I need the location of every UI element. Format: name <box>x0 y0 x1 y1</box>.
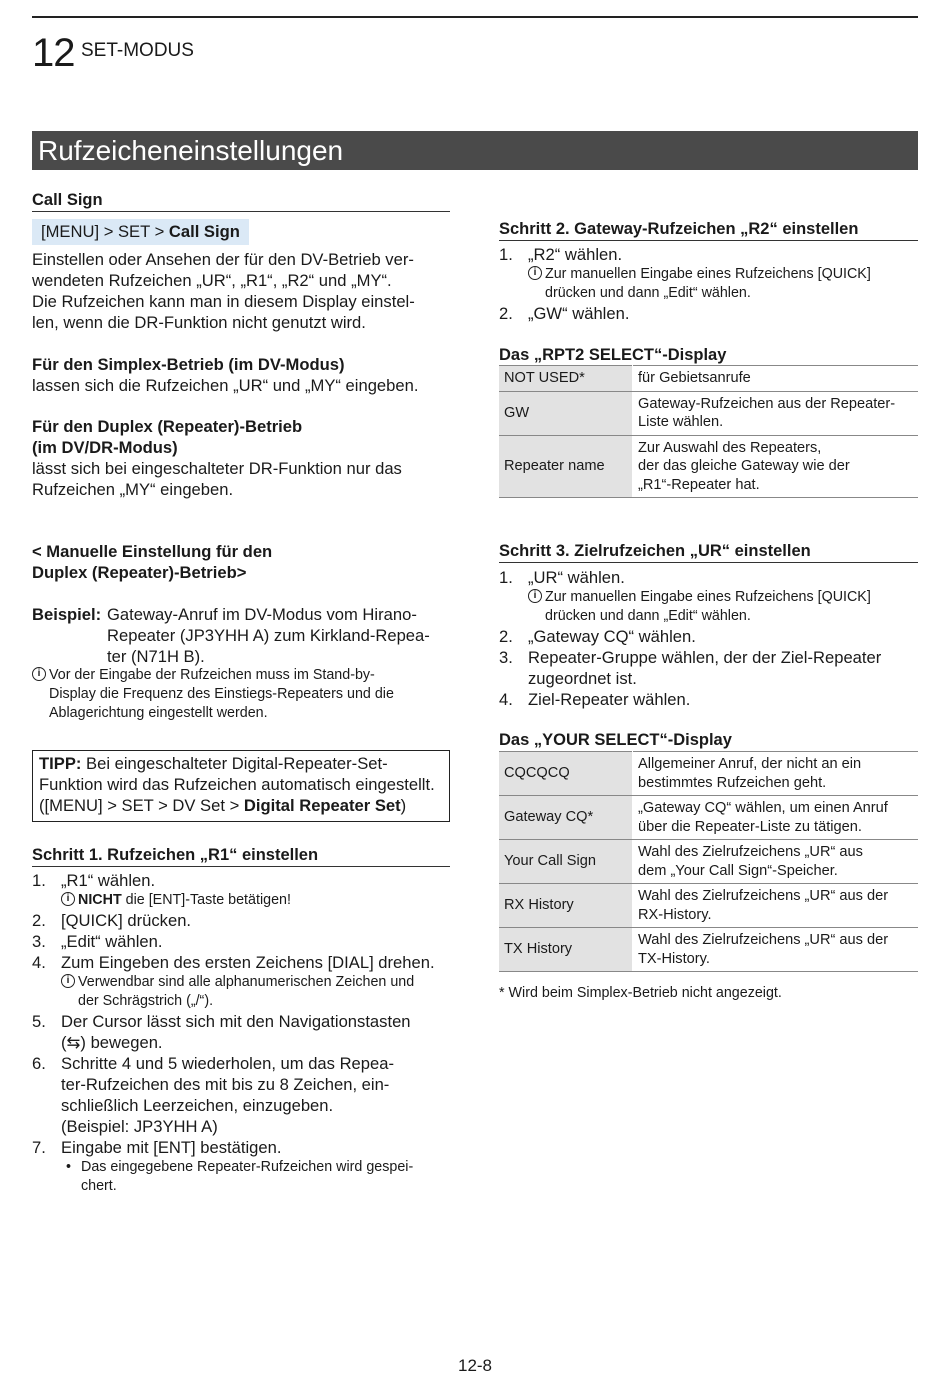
step-number: 2. <box>499 304 513 323</box>
rpt2-table <box>499 365 918 498</box>
value-line: Wahl des Zielrufzeichens „UR“ aus der <box>638 932 889 948</box>
manual-heading <box>32 541 450 583</box>
example-line: Repeater (JP3YHH A) zum Kirkland-Repea- <box>107 626 430 645</box>
step-text: Eingabe mit [ENT] bestätigen. <box>61 1138 282 1157</box>
table-row <box>499 391 918 435</box>
list-item <box>499 303 918 324</box>
value-line: für Gebietsanrufe <box>638 370 751 386</box>
step-number: 1. <box>499 245 513 264</box>
note-line: Verwendbar sind alle alphanumerischen Zeichen und <box>78 974 415 990</box>
your-select-table <box>499 751 918 972</box>
value-line: Liste wählen. <box>638 414 724 430</box>
value-line: TX-History. <box>638 950 710 967</box>
step-text: „Gateway CQ“ wählen. <box>528 627 696 646</box>
step-number: 4. <box>499 690 513 709</box>
step-text: schließlich Leerzeichen, einzugeben. <box>61 1096 334 1115</box>
intro-text <box>32 249 450 333</box>
table-key: TX History <box>499 928 633 972</box>
step-text: ter-Rufzeichen des mit bis zu 8 Zeichen, ein- <box>61 1075 390 1094</box>
value-line: Allgemeiner Anruf, der nicht an ein <box>638 756 862 772</box>
note-line: Das eingegebene Repeater-Rufzeichen wird gespei- <box>81 1159 414 1175</box>
step-number: 2. <box>499 627 513 646</box>
info-icon: i <box>528 589 542 603</box>
value-line: „R1“-Repeater hat. <box>638 476 760 493</box>
note-line: drücken und dann „Edit“ wählen. <box>545 608 751 624</box>
step-number: 1. <box>499 568 513 587</box>
step-text: [QUICK] drücken. <box>61 911 192 930</box>
example-label: Beispiel: <box>32 605 102 624</box>
step-text: Schritte 4 und 5 wiederholen, um das Repea- <box>61 1054 394 1073</box>
table-value <box>633 840 919 884</box>
example-line: ter (N71H B). <box>107 647 205 666</box>
step-text: „R1“ wählen. <box>61 871 156 890</box>
note-bold: NICHT <box>78 892 122 908</box>
step1-list <box>32 870 450 1196</box>
note-line: Display die Frequenz des Einstiegs-Repeaters und die <box>49 686 394 702</box>
table-value <box>633 928 919 972</box>
table-row <box>499 884 918 928</box>
simplex-block <box>32 354 450 396</box>
table-key: NOT USED* <box>499 366 633 392</box>
duplex-heading: Für den Duplex (Repeater)-Betrieb <box>32 417 303 436</box>
simplex-heading: Für den Simplex-Betrieb (im DV-Modus) <box>32 355 345 374</box>
step-number: 1. <box>32 871 46 890</box>
list-item <box>32 1011 450 1053</box>
table-key: GW <box>499 391 633 435</box>
table-row <box>499 435 918 498</box>
list-item <box>499 647 918 689</box>
table-value <box>633 884 919 928</box>
section-banner <box>32 131 918 170</box>
table-key: CQCQCQ <box>499 752 633 796</box>
list-item <box>32 1137 450 1196</box>
table-value <box>633 366 919 392</box>
note-line: Vor der Eingabe der Rufzeichen muss im Stand-by- <box>49 667 375 683</box>
value-line: Wahl des Zielrufzeichens „UR“ aus <box>638 844 863 860</box>
list-item <box>32 910 450 931</box>
value-line: RX-History. <box>638 906 712 923</box>
step-text: (Beispiel: JP3YHH A) <box>61 1117 218 1136</box>
tip-label: TIPP: <box>39 754 82 773</box>
value-line: über die Repeater-Liste zu tätigen. <box>638 818 862 835</box>
table-key: RX History <box>499 884 633 928</box>
info-icon: i <box>61 892 75 906</box>
table-key: Your Call Sign <box>499 840 633 884</box>
duplex-heading: (im DV/DR-Modus) <box>32 438 178 457</box>
table-row <box>499 928 918 972</box>
tip-text: ([MENU] > SET > DV Set > <box>39 796 244 815</box>
step-number: 4. <box>32 953 46 972</box>
table-value <box>633 435 919 498</box>
table-value <box>633 391 919 435</box>
intro-line: len, wenn die DR-Funktion nicht genutzt wird. <box>32 313 366 332</box>
value-line: Zur Auswahl des Repeaters, <box>638 439 822 456</box>
tip-text: ) <box>400 796 407 815</box>
call-sign-heading: Call Sign <box>32 190 450 212</box>
step-text: Der Cursor lässt sich mit den Navigationstasten <box>61 1012 411 1031</box>
chapter-title: SET-MODUS <box>81 40 194 61</box>
info-icon: i <box>528 266 542 280</box>
list-item <box>499 626 918 647</box>
duplex-block <box>32 416 450 500</box>
manual-heading-line: Duplex (Repeater)-Betrieb> <box>32 563 247 582</box>
intro-line: Einstellen oder Ansehen der für den DV-Betrieb ver- <box>32 250 414 269</box>
step-number: 7. <box>32 1138 46 1157</box>
table-value <box>633 796 919 840</box>
value-line: „Gateway CQ“ wählen, um einen Anruf <box>638 800 888 816</box>
tip-bold: Digital Repeater Set <box>243 796 401 815</box>
step2-heading: Schritt 2. Gateway-Rufzeichen „R2“ einstellen <box>499 219 918 241</box>
table-key: Gateway CQ* <box>499 796 633 840</box>
list-item <box>499 244 918 303</box>
note-line: Zur manuellen Eingabe eines Rufzeichens [QUICK] <box>545 589 871 605</box>
step-text: Ziel-Repeater wählen. <box>528 690 691 709</box>
step3-heading: Schritt 3. Zielrufzeichen „UR“ einstellen <box>499 541 918 563</box>
step-number: 5. <box>32 1012 46 1031</box>
step-text: „UR“ wählen. <box>528 568 625 587</box>
list-item <box>499 567 918 626</box>
step-number: 2. <box>32 911 46 930</box>
list-item <box>32 1053 450 1137</box>
table-row <box>499 796 918 840</box>
step-number: 3. <box>499 648 513 667</box>
table-value <box>633 752 919 796</box>
table-key: Repeater name <box>499 435 633 498</box>
step-number: 3. <box>32 932 46 951</box>
step-number: 6. <box>32 1054 46 1073</box>
chapter-number: 12 <box>32 31 75 75</box>
duplex-text: lässt sich bei eingeschalteter DR-Funktion nur das <box>32 459 402 478</box>
duplex-text: Rufzeichen „MY“ eingeben. <box>32 480 234 499</box>
value-line: Gateway-Rufzeichen aus der Repeater- <box>638 395 896 412</box>
simplex-text: lassen sich die Rufzeichen „UR“ und „MY“ eingeben. <box>32 376 419 395</box>
section-title: Rufzeicheneinstellungen <box>38 135 344 166</box>
list-item <box>32 870 450 910</box>
list-item <box>32 952 450 1011</box>
tip-box <box>32 750 450 822</box>
note-line: Ablagerichtung eingestellt werden. <box>49 705 268 721</box>
note-line: drücken und dann „Edit“ wählen. <box>545 285 751 301</box>
info-icon: i <box>32 667 46 681</box>
note-line: Zur manuellen Eingabe eines Rufzeichens [QUICK] <box>545 266 871 282</box>
step-text: zugeordnet ist. <box>528 669 637 688</box>
step-text: Zum Eingeben des ersten Zeichens [DIAL] drehen. <box>61 953 435 972</box>
menu-path-prefix: [MENU] > SET > <box>41 222 169 241</box>
table-row <box>499 752 918 796</box>
intro-line: wendeten Rufzeichen „UR“, „R1“, „R2“ und „MY“. <box>32 271 392 290</box>
step3-list <box>499 567 918 710</box>
step-text: „Edit“ wählen. <box>61 932 163 951</box>
example-block <box>32 604 450 667</box>
note-line: der Schrägstrich („/“). <box>78 993 214 1009</box>
value-line: Wahl des Zielrufzeichens „UR“ aus der <box>638 888 889 904</box>
manual-heading-line: < Manuelle Einstellung für den <box>32 542 273 561</box>
list-item <box>499 689 918 710</box>
page-number: 12-8 <box>457 1356 493 1375</box>
intro-line: Die Rufzeichen kann man in diesem Display einstel- <box>32 292 415 311</box>
note-line: chert. <box>81 1178 117 1194</box>
menu-path-bold: Call Sign <box>168 222 240 241</box>
step-text: „R2“ wählen. <box>528 245 623 264</box>
step-text: „GW“ wählen. <box>528 304 630 323</box>
list-item <box>32 931 450 952</box>
value-line: bestimmtes Rufzeichen geht. <box>638 774 827 791</box>
header-rule <box>32 16 918 18</box>
step2-list <box>499 244 918 324</box>
step-text: (⇆) bewegen. <box>61 1033 163 1052</box>
note-text: die [ENT]-Taste betätigen! <box>121 892 291 908</box>
step-text: Repeater-Gruppe wählen, der der Ziel-Repeater <box>528 648 882 667</box>
example-note <box>32 666 467 723</box>
table-row <box>499 366 918 392</box>
rpt2-heading: Das „RPT2 SELECT“-Display <box>499 346 727 364</box>
table-row <box>499 840 918 884</box>
menu-path <box>32 219 249 245</box>
value-line: dem „Your Call Sign“-Speicher. <box>638 862 838 879</box>
tip-text: Bei eingeschalteter Digital-Repeater-Set- <box>81 754 388 773</box>
step1-heading: Schritt 1. Rufzeichen „R1“ einstellen <box>32 845 450 867</box>
footnote: * Wird beim Simplex-Betrieb nicht angezeigt. <box>499 985 782 1001</box>
value-line: der das gleiche Gateway wie der <box>638 458 850 474</box>
your-select-heading: Das „YOUR SELECT“-Display <box>499 731 732 749</box>
info-icon: i <box>61 974 75 988</box>
tip-text: Funktion wird das Rufzeichen automatisch eingestellt. <box>39 775 435 794</box>
example-line: Gateway-Anruf im DV-Modus vom Hirano- <box>107 605 417 624</box>
bullet-icon: • <box>66 1159 72 1175</box>
